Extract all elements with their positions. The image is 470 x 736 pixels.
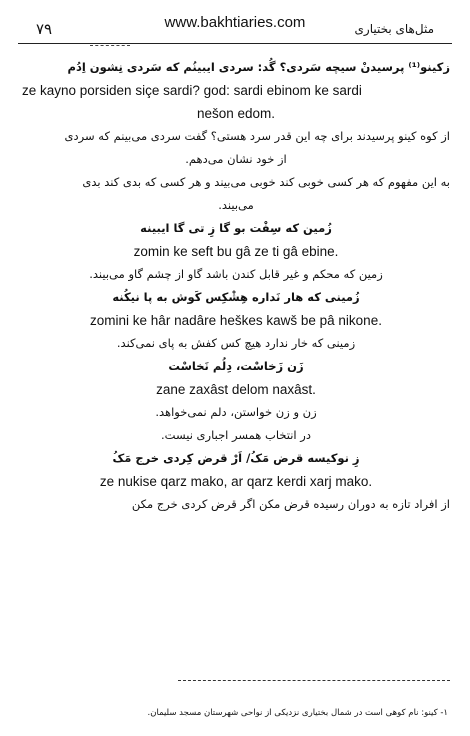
proverb-4-persian-line-2: در انتخاب همسر اجباری نیست.: [161, 428, 311, 442]
footnote: ۱- کینو: نام کوهی است در شمال بختیاری نزدیکی از نواحی شهرستان مسجد سلیمان.: [147, 708, 448, 718]
proverb-1-persian-line-1: از کوه کینو پرسیدند برای چه این قدر سرد هستی؟ گفت سردی می‌بینم که سردی: [64, 129, 450, 143]
site-url: www.bakhtiaries.com: [164, 14, 306, 31]
proverb-3-persian: زمینی که خار ندارد هیچ کس کفش به پای نمی‌کند.: [116, 336, 356, 350]
page-content: [22, 56, 450, 516]
proverb-1-dialect: زکینو⁽¹⁾ پرسیدنْ سیچه سَردی؟ گُد: سردی ایبینُم که سَردی نِشون اِدُم: [67, 60, 450, 74]
proverb-5-persian: از افراد تازه به دوران رسیده قرض مکن اگر قرض کردی خرج مکن: [131, 497, 450, 511]
proverb-2-transliteration: zomin ke seft bu gâ ze ti gâ ebine.: [133, 244, 339, 259]
footnote-rule: [178, 680, 450, 681]
proverb-4-transliteration: zane zaxâst delom naxâst.: [156, 382, 316, 397]
proverb-2-persian: زمین که محکم و غیر قابل کندن باشد گاو از چشم گاو می‌بیند.: [89, 267, 383, 281]
proverb-1-persian-line-2: از خود نشان می‌دهم.: [185, 152, 287, 166]
page-number: ۷۹: [36, 20, 53, 38]
proverb-4-persian-line-1: زن و زن خواستن، دلم نمی‌خواهد.: [155, 405, 317, 419]
header-rule-dash: [90, 45, 130, 46]
book-title: مثل‌های بختیاری: [354, 22, 434, 36]
proverb-5-dialect: زِ نوکیسه قرض مَکُ/ اَرْ قرض کِردی خرج مَکُ: [112, 451, 360, 465]
proverb-1-meaning-line-2: می‌بیند.: [218, 198, 254, 212]
proverb-2-dialect: زُمین که سِفْت بو گا زِ تی گا ایبینه: [140, 221, 332, 235]
proverb-4-dialect: زَن زَخاسْت، دِلُم نَخاسْت: [168, 359, 304, 373]
proverb-1-meaning-line-1: به این مفهوم که هر کسی خوبی کند خوبی می‌بیند و هر کسی که بدی کند بدی: [82, 175, 450, 189]
proverb-1-transliteration-line-2: nešon edom.: [196, 106, 276, 121]
proverb-5-transliteration: ze nukise qarz mako, ar qarz kerdi xarj mako.: [99, 474, 373, 489]
proverb-1-transliteration-line-1: ze kayno porsiden siçe sardi? god: sardi ebinom ke sardi: [22, 83, 362, 98]
proverb-3-transliteration: zomini ke hâr nadâre heškes kawš be pâ nikone.: [90, 313, 382, 328]
proverb-3-dialect: زُمینی که هار نَداره هِشْکِس کَوش به پا نیکُنه: [112, 290, 360, 304]
header-rule: [18, 43, 452, 44]
